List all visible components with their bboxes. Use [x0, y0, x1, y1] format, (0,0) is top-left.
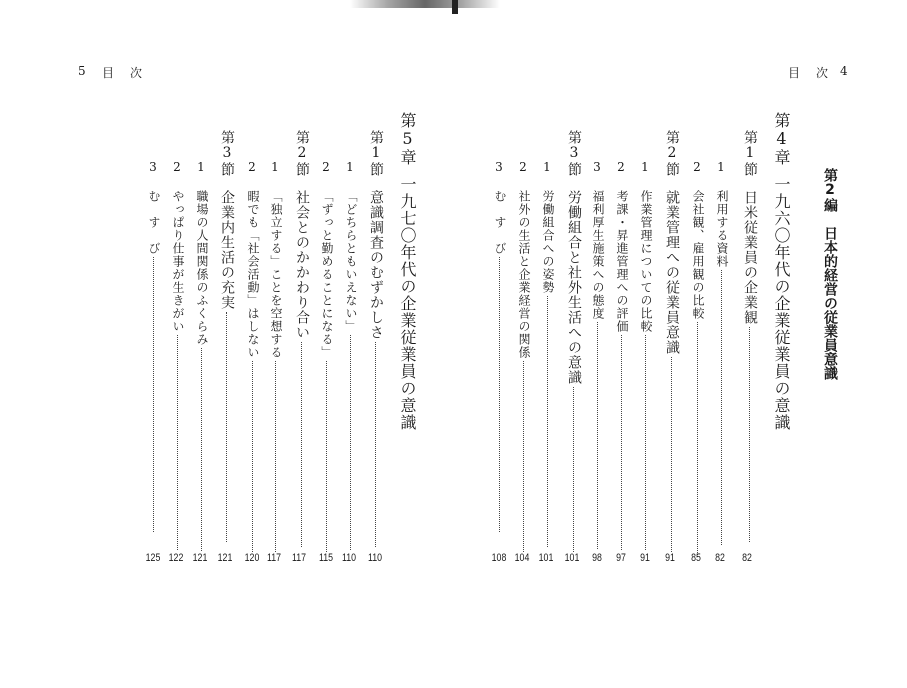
ch5-sec3-item3-num: 3	[146, 160, 160, 175]
toc-entry-ch4-sec3-item3: む す び	[492, 190, 509, 534]
page-ref: 120	[244, 552, 260, 564]
part-title: 第2編 日本的経営の従業員意識	[822, 168, 838, 380]
toc-entry-ch5-sec2: 社会とのかかわり合い	[292, 190, 312, 549]
page-ref: 125	[145, 552, 161, 564]
toc-entry-ch4-sec2-item2: 考課・昇進管理への評価	[614, 190, 631, 552]
page-ref: 101	[538, 552, 554, 564]
ch4-sec2-item1-num: 1	[638, 160, 652, 175]
page-ref: 98	[592, 552, 602, 564]
ch4-sec1-item1-num: 1	[714, 160, 728, 175]
page-ref: 110	[341, 552, 357, 564]
page-ref: 104	[514, 552, 530, 564]
toc-entry-ch5-sec1-item1: 「どちらともいえない」	[343, 190, 360, 552]
page-ref: 82	[715, 552, 725, 564]
toc-entry-ch5-sec3-item3: む す び	[146, 190, 163, 534]
page-ref: 91	[640, 552, 650, 564]
ch5-sec2-item2-num: 2	[245, 160, 259, 175]
page-ref: 117	[266, 552, 282, 564]
right-running-title: 目 次	[788, 66, 831, 80]
toc-entry-ch4-sec3: 労働組合と社外生活への意識	[564, 190, 584, 554]
ch5-sec2-item1-num: 1	[268, 160, 282, 175]
ch4-sec2-label: 第2節	[664, 130, 680, 177]
toc-entry-ch4-sec1: 日米従業員の企業観	[740, 190, 760, 550]
chapter-5-title: 一九七〇年代の企業従業員の意識	[398, 176, 417, 431]
toc-entry-ch4-sec3-item1: 労働組合への姿勢	[540, 190, 557, 549]
page-ref: 122	[168, 552, 184, 564]
ch5-sec2-label: 第2節	[294, 130, 310, 177]
chapter-4-label: 第4章	[772, 112, 791, 166]
book-spine-shadow	[350, 0, 500, 8]
toc-entry-ch5-sec1-item2: 「ずっと勤めることになる」	[319, 190, 336, 554]
right-page-number: 4	[840, 64, 850, 78]
ch4-sec3-item2-num: 2	[516, 160, 530, 175]
toc-entry-ch4-sec2-item1: 作業管理についての比較	[638, 190, 655, 552]
page-ref: 121	[217, 552, 233, 564]
toc-entry-ch5-sec3-item1: 職場の人間関係のふくらみ	[194, 190, 211, 553]
page-ref: 101	[564, 552, 580, 564]
ch5-sec3-item1-num: 1	[194, 160, 208, 175]
toc-entry-ch4-sec1-item1: 利用する資料	[714, 190, 731, 547]
ch5-sec1-label: 第1節	[368, 130, 384, 177]
ch4-sec2-item2-num: 2	[614, 160, 628, 175]
page-ref: 91	[665, 552, 675, 564]
ch5-sec3-label: 第3節	[219, 130, 235, 177]
ch5-sec1-item1-num: 1	[343, 160, 357, 175]
ch4-sec3-item3-num: 3	[492, 160, 506, 175]
ch4-sec3-item1-num: 1	[540, 160, 554, 175]
toc-entry-ch5-sec3: 企業内生活の充実	[217, 190, 237, 544]
ch4-sec1-label: 第1節	[742, 130, 758, 177]
page-ref: 110	[367, 552, 383, 564]
page-ref: 85	[691, 552, 701, 564]
ch4-sec3-label: 第3節	[566, 130, 582, 177]
chapter-5-label: 第5章	[398, 112, 417, 166]
toc-entry-ch5-sec3-item2: やっぱり仕事が生きがい	[170, 190, 187, 552]
left-running-title: 目 次	[102, 66, 145, 80]
toc-entry-ch4-sec2: 就業管理への従業員意識	[662, 190, 682, 554]
page-ref: 117	[291, 552, 307, 564]
page-ref: 115	[318, 552, 334, 564]
toc-entry-ch5-sec1: 意識調査のむずかしさ	[366, 190, 386, 549]
toc-entry-ch5-sec2-item2: 暇でも「社会活動」はしない	[245, 190, 262, 554]
page-ref: 82	[742, 552, 752, 564]
toc-entry-ch4-sec1-item2: 会社観、雇用観の比較	[690, 190, 707, 559]
page-ref: 97	[616, 552, 626, 564]
toc-entry-ch4-sec2-item3: 福利厚生施策への態度	[590, 190, 607, 551]
ch5-sec1-item2-num: 2	[319, 160, 333, 175]
toc-entry-ch4-sec3-item2: 社外の生活と企業経営の関係	[516, 190, 533, 554]
book-spine-mark	[452, 0, 458, 14]
left-page-number: 5	[78, 64, 88, 78]
page-ref: 121	[192, 552, 208, 564]
page-ref: 108	[491, 552, 507, 564]
ch4-sec1-item2-num: 2	[690, 160, 704, 175]
ch4-sec2-item3-num: 3	[590, 160, 604, 175]
toc-entry-ch5-sec2-item1: 「独立する」ことを空想する	[268, 190, 285, 554]
ch5-sec3-item2-num: 2	[170, 160, 184, 175]
chapter-4-title: 一九六〇年代の企業従業員の意識	[772, 176, 791, 431]
